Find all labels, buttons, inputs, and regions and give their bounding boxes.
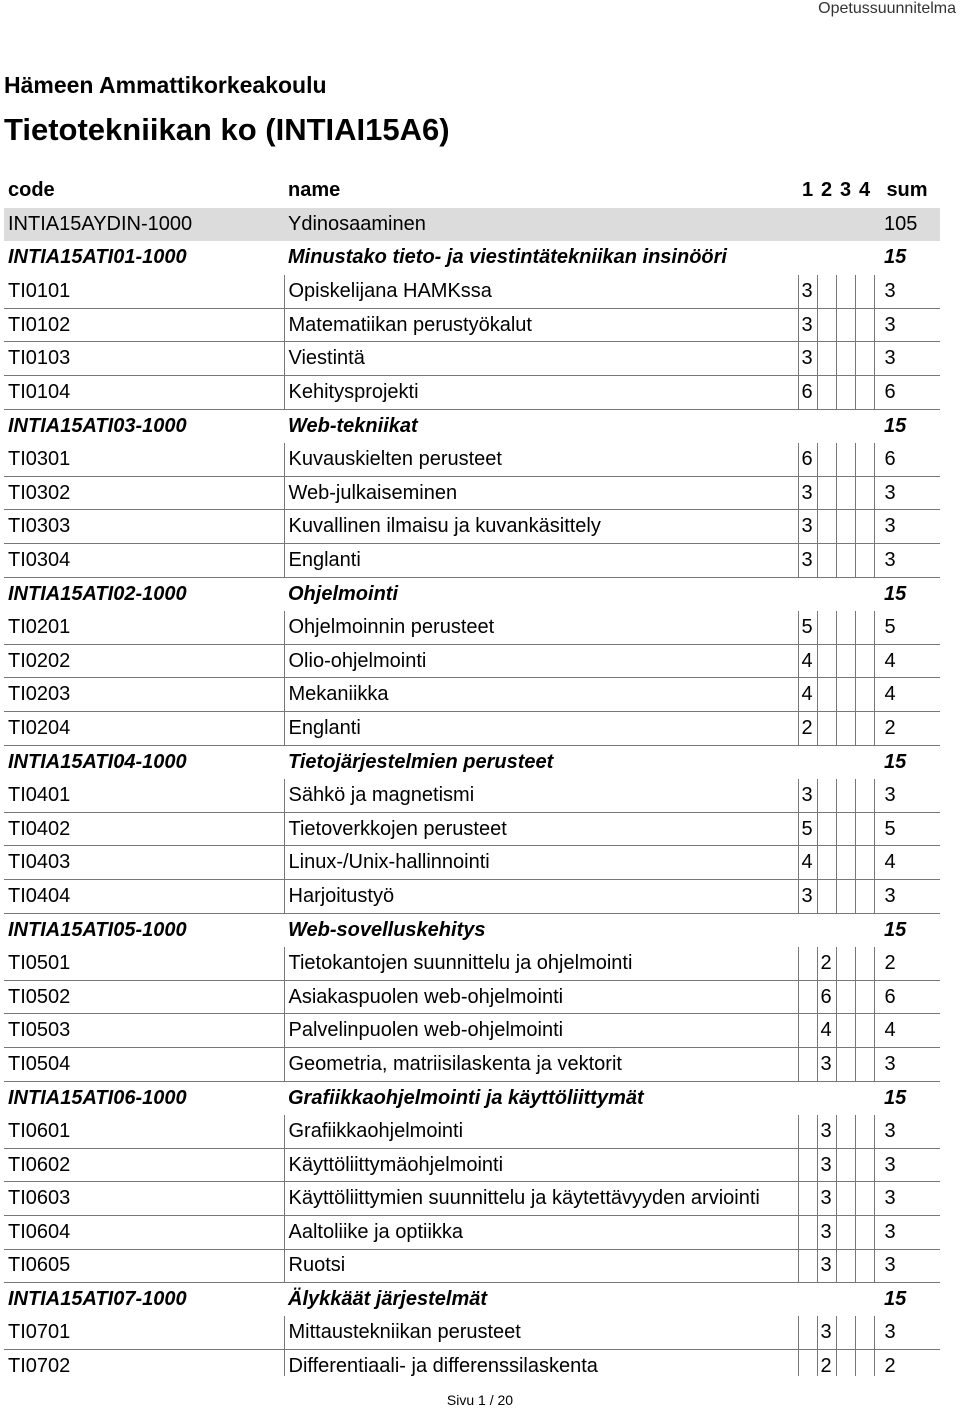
cell-p3 [836,241,855,275]
cell-p3 [836,1215,855,1249]
cell-p2 [817,544,836,578]
cell-p2: 2 [817,1350,836,1376]
cell-p4 [855,544,874,578]
column-header-period-2: 2 [820,179,833,202]
course-row [4,1350,940,1376]
cell-p2: 3 [817,1182,836,1216]
course-row [4,443,940,477]
cell-sum: 4 [874,678,940,712]
cell-p2: 3 [817,1115,836,1149]
cell-p4 [855,644,874,678]
module-row [4,577,940,611]
cell-p2 [817,241,836,275]
cell-p3 [836,308,855,342]
cell-p4 [855,510,874,544]
module-row [4,913,940,947]
cell-p4 [855,779,874,813]
cell-sum: 15 [884,414,907,437]
cell-name: Ruotsi [284,1249,798,1283]
cell-name: Ohjelmoinnin perusteet [284,611,798,645]
cell-name: Mekaniikka [284,678,798,712]
cell-code: TI0102 [4,308,284,342]
cell-p1: 3 [798,779,817,813]
cell-p2 [817,779,836,813]
module-row [4,409,940,443]
cell-p2 [817,510,836,544]
cell-sum: 15 [884,1086,907,1109]
cell-p3 [836,980,855,1014]
cell-code: TI0501 [4,947,284,981]
cell-p3 [836,1148,855,1182]
cell-p3 [836,947,855,981]
cell-p2 [817,712,836,746]
cell-p1: 5 [798,611,817,645]
course-row [4,879,940,913]
cell-p2: 3 [817,1316,836,1350]
course-row [4,779,940,813]
course-row [4,342,940,376]
cell-p1: 3 [798,308,817,342]
cell-sum: 15 [884,918,907,941]
cell-p1: 3 [798,342,817,376]
course-row [4,1215,940,1249]
cell-name: Web-julkaiseminen [284,476,798,510]
cell-name: Matematiikan perustyökalut [284,308,798,342]
cell-code: TI0502 [4,980,284,1014]
module-row [4,1283,940,1317]
cell-p4 [855,879,874,913]
course-row [4,275,940,309]
course-row [4,980,940,1014]
course-row [4,1047,940,1081]
cell-sum: 15 [884,246,907,269]
curriculum-table [4,174,940,1376]
cell-p1 [798,1081,817,1115]
cell-name: Kuvallinen ilmaisu ja kuvankäsittely [284,510,798,544]
cell-p4 [855,1115,874,1149]
cell-sum: 3 [874,1215,940,1249]
cell-code: TI0201 [4,611,284,645]
course-row [4,376,940,410]
cell-code: TI0605 [4,1249,284,1283]
cell-name: Differentiaali- ja differenssilaskenta [284,1350,798,1376]
cell-p1: 4 [798,846,817,880]
cell-p3 [836,1316,855,1350]
cell-p4 [855,980,874,1014]
module-row [4,745,940,779]
cell-code: INTIA15ATI02-1000 [8,582,187,605]
cell-p2: 2 [817,947,836,981]
cell-p1 [798,409,817,443]
cell-sum: 2 [874,712,940,746]
cell-p2 [817,208,836,242]
cell-sum: 3 [874,308,940,342]
cell-sum: 3 [874,779,940,813]
cell-p4 [855,1182,874,1216]
cell-name: Käyttöliittymäohjelmointi [284,1148,798,1182]
cell-p4 [855,1316,874,1350]
cell-p3 [836,577,855,611]
cell-p1 [798,745,817,779]
cell-p4 [855,611,874,645]
cell-p1 [798,1148,817,1182]
cell-p1 [798,208,817,242]
cell-sum: 105 [874,208,940,242]
cell-sum: 3 [874,1182,940,1216]
cell-p4 [855,308,874,342]
cell-p1: 4 [798,678,817,712]
course-row [4,1115,940,1149]
cell-code: TI0503 [4,1014,284,1048]
cell-name: Geometria, matriisilaskenta ja vektorit [284,1047,798,1081]
cell-p3 [836,1081,855,1115]
cell-p3 [836,678,855,712]
cell-sum: 3 [874,1148,940,1182]
cell-code: TI0302 [4,476,284,510]
column-header-period-1: 1 [801,179,814,202]
cell-name: Linux-/Unix-hallinnointi [284,846,798,880]
cell-p4 [855,342,874,376]
cell-sum: 15 [884,1288,907,1311]
cell-p1 [798,1215,817,1249]
cell-sum: 2 [874,947,940,981]
cell-p4 [855,577,874,611]
cell-p2 [817,577,836,611]
cell-sum: 15 [884,582,907,605]
cell-p1 [798,1047,817,1081]
cell-code: INTIA15AYDIN-1000 [4,208,284,242]
cell-p2 [817,443,836,477]
cell-code: TI0301 [4,443,284,477]
course-row [4,611,940,645]
cell-p1: 3 [798,879,817,913]
cell-p3 [836,779,855,813]
cell-code: TI0404 [4,879,284,913]
cell-name: Käyttöliittymien suunnittelu ja käytettävyyden arviointi [284,1182,798,1216]
cell-code: INTIA15ATI01-1000 [8,246,187,269]
course-row [4,510,940,544]
cell-code: TI0202 [4,644,284,678]
cell-p4 [855,1215,874,1249]
cell-p4 [855,678,874,712]
cell-code: TI0701 [4,1316,284,1350]
cell-p4 [855,1047,874,1081]
cell-code: TI0101 [4,275,284,309]
cell-p2 [817,1081,836,1115]
cell-sum: 3 [874,879,940,913]
cell-name: Aaltoliike ja optiikka [284,1215,798,1249]
cell-p2 [817,611,836,645]
cell-p4 [855,409,874,443]
cell-sum: 3 [874,1115,940,1149]
cell-name: Minustako tieto- ja viestintätekniikan insinööri [288,246,727,269]
column-header-period-3: 3 [839,179,852,202]
cell-p2: 4 [817,1014,836,1048]
cell-p2 [817,913,836,947]
cell-p3 [836,879,855,913]
cell-p1: 4 [798,644,817,678]
cell-sum: 3 [874,1316,940,1350]
cell-p3 [836,1014,855,1048]
cell-p4 [855,812,874,846]
cell-sum: 6 [874,376,940,410]
cell-name: Harjoitustyö [284,879,798,913]
cell-p1 [798,1283,817,1317]
cell-code: TI0103 [4,342,284,376]
cell-p1: 2 [798,712,817,746]
cell-p3 [836,342,855,376]
cell-p2 [817,644,836,678]
cell-p4 [855,712,874,746]
column-header-period-4: 4 [858,179,871,202]
cell-code: TI0403 [4,846,284,880]
cell-p1 [798,947,817,981]
cell-p3 [836,544,855,578]
cell-name: Englanti [284,712,798,746]
cell-sum: 3 [874,1249,940,1283]
cell-code: TI0104 [4,376,284,410]
cell-p1 [798,913,817,947]
cell-p3 [836,1047,855,1081]
cell-name: Viestintä [284,342,798,376]
course-row [4,644,940,678]
cell-p4 [855,846,874,880]
cell-code: TI0304 [4,544,284,578]
table-body [4,208,940,1376]
cell-p3 [836,644,855,678]
cell-name: Ohjelmointi [288,582,398,605]
cell-p3 [836,712,855,746]
cell-p2 [817,409,836,443]
table-header-row [4,174,940,208]
cell-p1: 6 [798,376,817,410]
cell-p4 [855,1283,874,1317]
cell-code: INTIA15ATI03-1000 [8,414,187,437]
cell-sum: 4 [874,644,940,678]
cell-p4 [855,376,874,410]
page-footer: Sivu 1 / 20 [446,1392,514,1408]
course-row [4,678,940,712]
cell-p3 [836,1182,855,1216]
cell-p3 [836,846,855,880]
cell-p1: 6 [798,443,817,477]
page-title: Tietotekniikan ko (INTIAI15A6) [4,112,450,147]
course-row [4,476,940,510]
course-row [4,1014,940,1048]
cell-p2 [817,308,836,342]
cell-p1 [798,1182,817,1216]
cell-name: Olio-ohjelmointi [284,644,798,678]
cell-name: Kehitysprojekti [284,376,798,410]
cell-p3 [836,409,855,443]
cell-sum: 2 [874,1350,940,1376]
course-row [4,1148,940,1182]
cell-p2: 3 [817,1047,836,1081]
cell-p1 [798,241,817,275]
cell-code: TI0203 [4,678,284,712]
cell-p1 [798,1115,817,1149]
cell-sum: 4 [874,1014,940,1048]
cell-name: Tietoverkkojen perusteet [284,812,798,846]
cell-p4 [855,208,874,242]
cell-name: Web-sovelluskehitys [288,918,486,941]
cell-p1: 3 [798,544,817,578]
cell-p3 [836,745,855,779]
module-row [4,1081,940,1115]
cell-name: Grafiikkaohjelmointi ja käyttöliittymät [288,1086,644,1109]
course-row [4,1316,940,1350]
cell-p3 [836,476,855,510]
cell-code: INTIA15ATI04-1000 [8,750,187,773]
cell-p2 [817,376,836,410]
cell-p4 [855,1081,874,1115]
cell-code: TI0401 [4,779,284,813]
cell-code: TI0402 [4,812,284,846]
cell-p4 [855,476,874,510]
course-row [4,308,940,342]
course-row [4,947,940,981]
cell-p3 [836,812,855,846]
cell-p2: 6 [817,980,836,1014]
cell-name: Tietojärjestelmien perusteet [288,750,554,773]
page-header: Opetussuunnitelma [818,0,956,17]
course-row [4,712,940,746]
cell-sum: 6 [874,443,940,477]
cell-p4 [855,241,874,275]
cell-p1 [798,1350,817,1376]
cell-p2 [817,1283,836,1317]
cell-code: INTIA15ATI05-1000 [8,918,187,941]
cell-p2: 3 [817,1148,836,1182]
cell-sum: 3 [874,476,940,510]
cell-p4 [855,745,874,779]
cell-p3 [836,913,855,947]
cell-p4 [855,1014,874,1048]
cell-p1 [798,1316,817,1350]
column-header-code: code [8,179,55,202]
cell-p3 [836,1115,855,1149]
cell-code: TI0504 [4,1047,284,1081]
cell-p2 [817,342,836,376]
cell-name: Sähkö ja magnetismi [284,779,798,813]
cell-p2 [817,879,836,913]
cell-p1 [798,577,817,611]
cell-sum: 3 [874,1047,940,1081]
cell-p4 [855,1249,874,1283]
cell-p3 [836,443,855,477]
course-row [4,1182,940,1216]
cell-code: INTIA15ATI06-1000 [8,1086,187,1109]
cell-p2 [817,678,836,712]
cell-p3 [836,208,855,242]
cell-p3 [836,275,855,309]
cell-name: Opiskelijana HAMKssa [284,275,798,309]
cell-p2 [817,745,836,779]
cell-p1 [798,1249,817,1283]
cell-sum: 5 [874,812,940,846]
cell-p1: 3 [798,275,817,309]
cell-p3 [836,1283,855,1317]
cell-code: TI0602 [4,1148,284,1182]
cell-p3 [836,510,855,544]
cell-name: Mittaustekniikan perusteet [284,1316,798,1350]
institution-name: Hämeen Ammattikorkeakoulu [4,72,327,98]
cell-sum: 6 [874,980,940,1014]
cell-p2: 3 [817,1215,836,1249]
cell-sum: 3 [874,275,940,309]
cell-p4 [855,275,874,309]
cell-p2 [817,476,836,510]
cell-p4 [855,947,874,981]
cell-p4 [855,913,874,947]
cell-p2 [817,812,836,846]
column-header-name: name [288,179,341,202]
cell-p1: 5 [798,812,817,846]
cell-code: TI0601 [4,1115,284,1149]
cell-p4 [855,1350,874,1376]
cell-sum: 15 [884,750,907,773]
cell-name: Grafiikkaohjelmointi [284,1115,798,1149]
cell-name: Web-tekniikat [288,414,418,437]
cell-p3 [836,611,855,645]
cell-p1: 3 [798,510,817,544]
cell-p1 [798,980,817,1014]
cell-p3 [836,1350,855,1376]
cell-p3 [836,376,855,410]
cell-code: TI0204 [4,712,284,746]
cell-p4 [855,1148,874,1182]
course-row [4,544,940,578]
cell-name: Älykkäät järjestelmät [288,1288,488,1311]
cell-name: Asiakaspuolen web-ohjelmointi [284,980,798,1014]
cell-sum: 3 [874,544,940,578]
module-row [4,241,940,275]
cell-p2 [817,275,836,309]
cell-p4 [855,443,874,477]
cell-sum: 5 [874,611,940,645]
course-row [4,1249,940,1283]
cell-code: TI0603 [4,1182,284,1216]
cell-p2 [817,846,836,880]
cell-name: Englanti [284,544,798,578]
cell-name: Ydinosaaminen [284,208,798,242]
course-row [4,846,940,880]
cell-sum: 4 [874,846,940,880]
cell-name: Palvelinpuolen web-ohjelmointi [284,1014,798,1048]
cell-name: Kuvauskielten perusteet [284,443,798,477]
cell-code: TI0604 [4,1215,284,1249]
cell-name: Tietokantojen suunnittelu ja ohjelmointi [284,947,798,981]
cell-sum: 3 [874,342,940,376]
course-row [4,812,940,846]
cell-code: TI0303 [4,510,284,544]
cell-p3 [836,1249,855,1283]
cell-sum: 3 [874,510,940,544]
cell-code: INTIA15ATI07-1000 [8,1288,187,1311]
cell-p1: 3 [798,476,817,510]
column-header-sum: sum [886,179,928,202]
cell-p2: 3 [817,1249,836,1283]
cell-p1 [798,1014,817,1048]
summary-row [4,208,940,242]
cell-code: TI0702 [4,1350,284,1376]
